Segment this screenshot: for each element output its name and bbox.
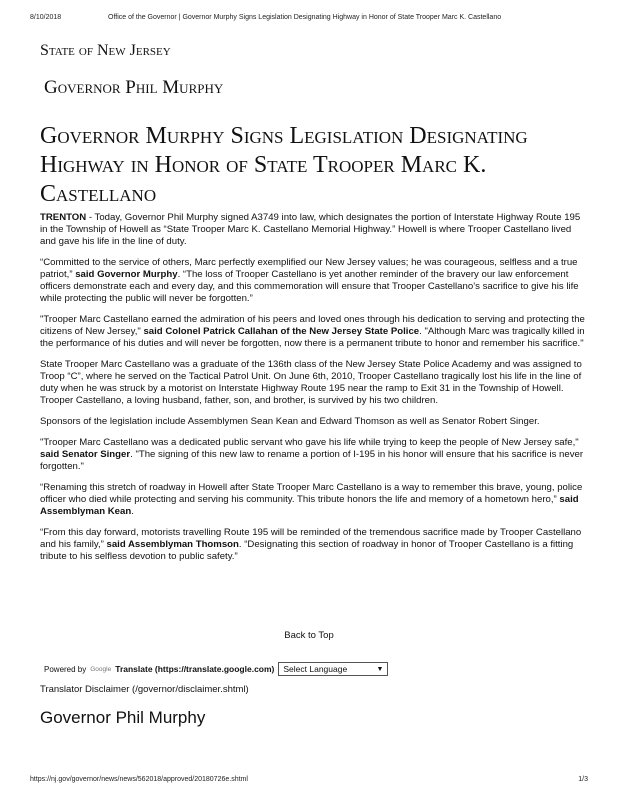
translator-disclaimer-link[interactable]: Translator Disclaimer (/governor/disclaimer.shtml) xyxy=(40,684,249,695)
article-paragraph: TRENTON - Today, Governor Phil Murphy signed A3749 into law, which designates the portion of Interstate Highway Route 195 in the Township of Howell as “State Trooper Marc K. Castellano Memorial Highway.” Howell is where Trooper Castellano lived and gave his life in the line of duty. xyxy=(40,212,581,247)
print-date: 8/10/2018 xyxy=(30,14,62,21)
quote-attribution: said Colonel Patrick Callahan of the New Jersey State Police xyxy=(143,326,420,337)
google-translate-link[interactable]: Translate (https://translate.google.com) xyxy=(115,664,275,674)
language-select-value: Select Language xyxy=(283,664,348,674)
google-logo: Google xyxy=(90,665,112,673)
google-translate-widget xyxy=(44,662,388,676)
article-paragraph: “From this day forward, motorists travelling Route 195 will be reminded of the tremendous sacrifice made by Trooper Castellano and his family,” said Assemblyman Thomson. “Designating this section of roadway in honor of Trooper Castellano is a fitting tribute to his selfless devotion to public safety.” xyxy=(40,527,582,562)
governor-site-link[interactable]: Governor Phil Murphy xyxy=(44,77,224,98)
print-page-number: 1/3 xyxy=(578,776,588,783)
back-to-top-link[interactable]: Back to Top xyxy=(284,630,334,641)
state-of-new-jersey-link[interactable]: State of New Jersey xyxy=(40,42,171,59)
article-paragraph: "Trooper Marc Castellano earned the admiration of his peers and loved ones through his dedication to serving and protecting the citizens of New Jersey," said Colonel Patrick Callahan of the New Jersey State Police. "Although Marc was tragically killed in the performance of his duties and will never be forgotten, now there is a permanent tribute to honor and remember his sacrifice." xyxy=(40,314,585,349)
print-url: https://nj.gov/governor/news/news/562018/approved/20180726e.shtml xyxy=(30,776,248,783)
language-select[interactable] xyxy=(278,662,388,676)
article-paragraph: “Committed to the service of others, Marc perfectly exemplified our New Jersey values; he was courageous, selfless and a true patriot,” said Governor Murphy. “The loss of Trooper Castellano is yet another reminder of the bravery our law enforcement officers demonstrate each and every day, and this commemoration will ensure that Trooper Castellano’s sacrifice to give his life while protecting the public will never be forgotten.” xyxy=(40,257,579,304)
article-paragraph: “Renaming this stretch of roadway in Howell after State Trooper Marc Castellano is a way to remember this brave, young, police officer who died while protecting and serving his community. This tribute honors the life and memory of a hometown hero,” said Assemblyman Kean. xyxy=(40,482,583,517)
quote-attribution: said Governor Murphy xyxy=(75,269,178,280)
quote-attribution: said Senator Singer xyxy=(40,449,131,460)
dateline: TRENTON xyxy=(40,212,87,223)
article-body xyxy=(40,212,588,572)
dropdown-arrow-icon: ▼ xyxy=(376,665,384,673)
print-page-title: Office of the Governor | Governor Murphy Signs Legislation Designating Highway in Honor of State Trooper Marc K. Castellano xyxy=(108,14,502,21)
print-footer xyxy=(30,776,588,783)
quote-attribution: said Assemblyman Kean xyxy=(40,494,579,517)
quote-attribution: said Assemblyman Thomson xyxy=(106,539,239,550)
article-paragraph: Sponsors of the legislation include Assemblymen Sean Kean and Edward Thomson as well as Senator Robert Singer. xyxy=(40,416,540,427)
article-paragraph: State Trooper Marc Castellano was a graduate of the 136th class of the New Jersey State Police Academy and was assigned to Troop “C”, where he served on the Tactical Patrol Unit. On June 6th, 2010, Trooper Castellano tragically lost his life in the line of duty when he was struck by a motorist on Interstate Highway Route 195 near the ramp to Exit 31 in the Township of Howell. Trooper Castellano, a loving husband, father, son, and brother, is survived by his two children. xyxy=(40,359,582,406)
article-headline: Governor Murphy Signs Legislation Designating Highway in Honor of State Trooper Marc K. Castellano xyxy=(40,123,528,207)
powered-by-label: Powered by xyxy=(44,664,87,674)
footer-governor-name: Governor Phil Murphy xyxy=(40,708,206,727)
article-paragraph: "Trooper Marc Castellano was a dedicated public servant who gave his life while trying to keep the people of New Jersey safe," said Senator Singer. "The signing of this new law to rename a portion of I-195 in his honor will ensure that his sacrifice is never forgotten." xyxy=(40,437,584,472)
print-header xyxy=(30,14,588,21)
